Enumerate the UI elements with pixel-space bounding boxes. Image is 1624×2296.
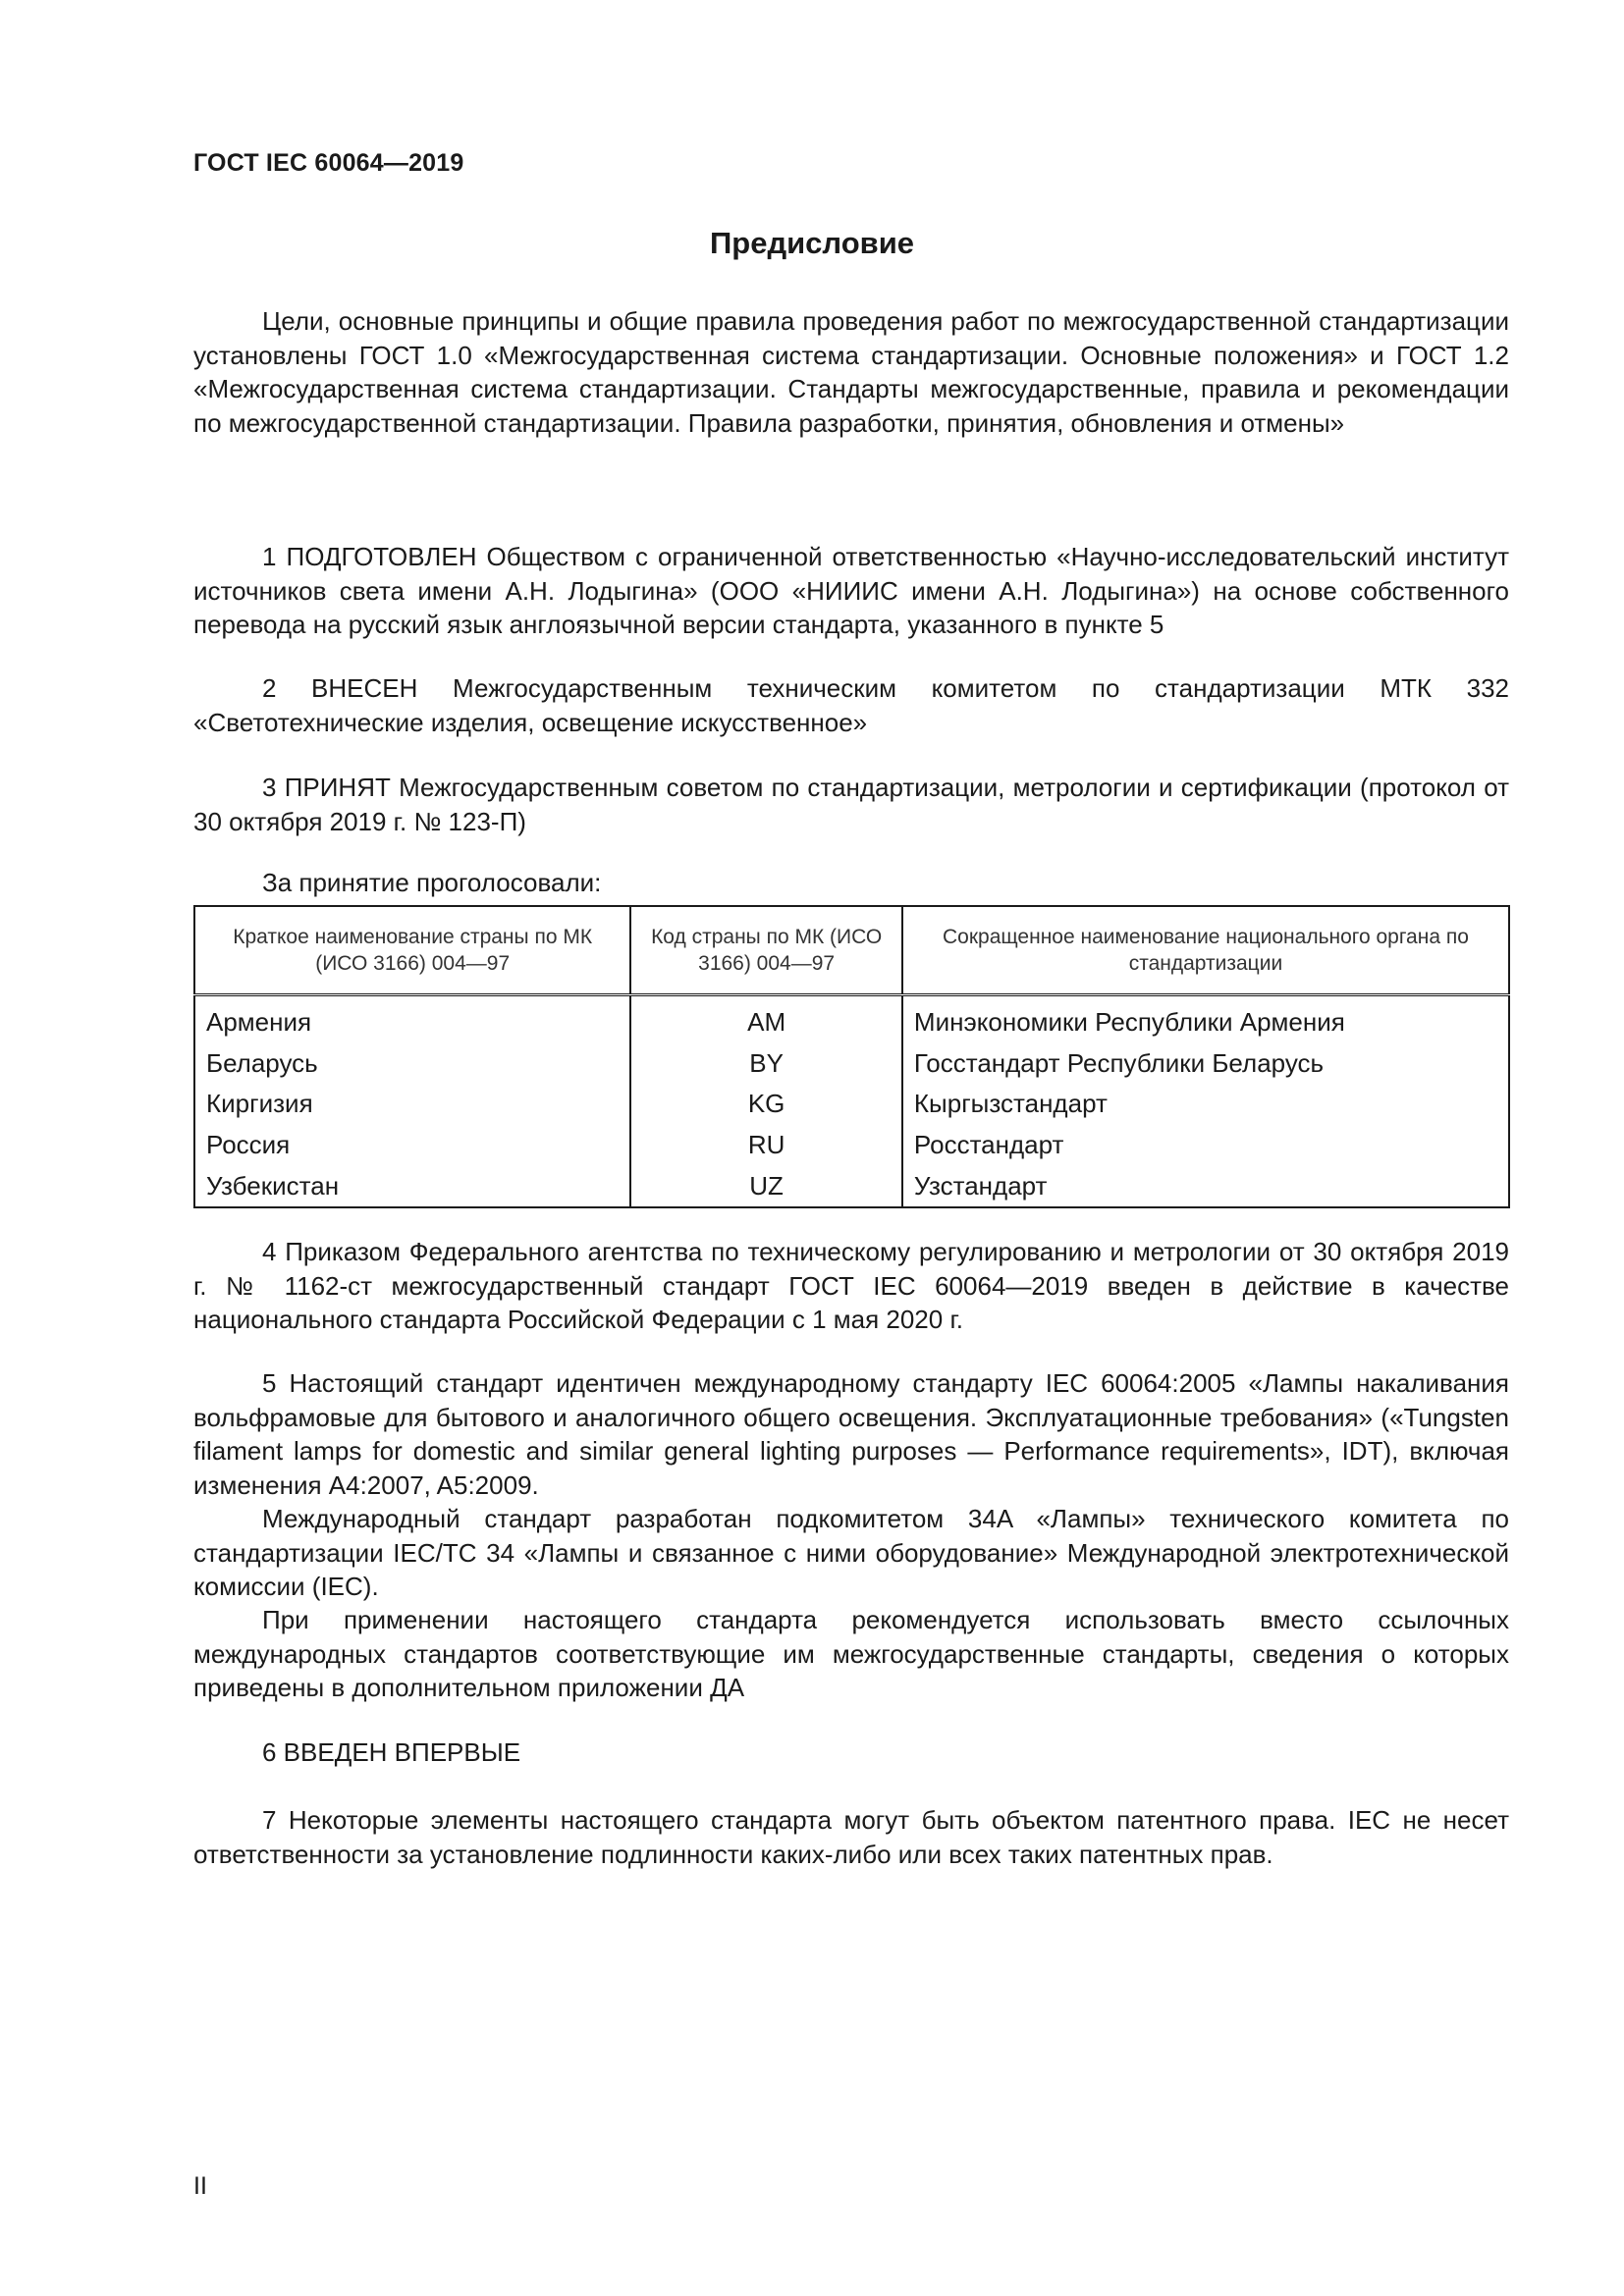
- table-row: [194, 1125, 1509, 1166]
- country-code: RU: [630, 1125, 902, 1166]
- item-3-adopted: 3 ПРИНЯТ Межгосударственным советом по стандартизации, метрологии и сертификации (протокол от 30 октября 2019 г. № 123-П): [193, 773, 1509, 836]
- intro-paragraph: Цели, основные принципы и общие правила проведения работ по межгосударственной стандартизации установлены ГОСТ 1.0 «Межгосударственная система стандартизации. Основные положения» и ГОСТ 1.2 «Межгосударственная система стандартизации. Стандарты межгосударственные, правила и рекомендации по межгосударственной стандартизации. Правила разработки, принятия, обновления и отмены»: [193, 306, 1509, 438]
- voting-states-table: [193, 905, 1510, 1208]
- header-standards-body: Сокращенное наименование национального органа по стандартизации: [902, 906, 1509, 995]
- table-row: [194, 1165, 1509, 1207]
- country-name: Беларусь: [194, 1043, 630, 1085]
- item-5-identity: 5 Настоящий стандарт идентичен международному стандарту IEC 60064:2005 «Лампы накаливания вольфрамовые для бытового и аналогичного общего освещения. Эксплуатационные требования» («Tungsten filament lamps for domestic and similar general lighting purposes — Performance requirements», IDT), включая изменения A4:2007, A5:2009.: [193, 1368, 1509, 1500]
- vote-label: За принятие проголосовали:: [262, 868, 602, 897]
- item-6-introduced: 6 ВВЕДЕН ВПЕРВЫЕ: [262, 1737, 521, 1767]
- page-number: II: [193, 2172, 207, 2200]
- standards-body: Росстандарт: [902, 1125, 1509, 1166]
- country-code: BY: [630, 1043, 902, 1085]
- header-country-name: Краткое наименование страны по МК (ИСО 3166) 004—97: [194, 906, 630, 995]
- item-1-prepared: 1 ПОДГОТОВЛЕН Обществом с ограниченной ответственностью «Научно-исследовательский институт источников света имени А.Н. Лодыгина» (ООО «НИИИС имени А.Н. Лодыгина») на основе собственного перевода на русский язык англоязычной версии стандарта, указанного в пункте 5: [193, 542, 1509, 639]
- item-4-order: 4 Приказом Федерального агентства по техническому регулированию и метрологии от 30 октября 2019 г. № 1162-ст межгосударственный стандарт ГОСТ IEC 60064—2019 введен в действие в качестве национального стандарта Российской Федерации с 1 мая 2020 г.: [193, 1237, 1509, 1334]
- table-header-row: [194, 906, 1509, 995]
- country-name: Узбекистан: [194, 1165, 630, 1207]
- country-name: Россия: [194, 1125, 630, 1166]
- country-code: AM: [630, 995, 902, 1043]
- item-2-submitted: 2 ВНЕСЕН Межгосударственным техническим комитетом по стандартизации МТК 332 «Светотехнические изделия, освещение искусственное»: [193, 673, 1509, 737]
- item-5-developer-note: Международный стандарт разработан подкомитетом 34A «Лампы» технического комитета по стандартизации IEC/TC 34 «Лампы и связанное с ними оборудование» Международной электротехнической комиссии (IEC).: [193, 1504, 1509, 1601]
- page-title: Предисловие: [709, 226, 914, 260]
- header-country-code: Код страны по МК (ИСО 3166) 004—97: [630, 906, 902, 995]
- table-row: [194, 995, 1509, 1043]
- standards-body: Узстандарт: [902, 1165, 1509, 1207]
- country-code: UZ: [630, 1165, 902, 1207]
- table-row: [194, 1043, 1509, 1085]
- item-7-patent-note: 7 Некоторые элементы настоящего стандарта могут быть объектом патентного права. IEC не несет ответственности за установление подлинности каких-либо или всех таких патентных прав.: [193, 1805, 1509, 1869]
- country-code: KG: [630, 1084, 902, 1125]
- country-name: Киргизия: [194, 1084, 630, 1125]
- standards-body: Кыргызстандарт: [902, 1084, 1509, 1125]
- document-code-header: ГОСТ IEC 60064—2019: [193, 149, 464, 177]
- standards-body: Госстандарт Республики Беларусь: [902, 1043, 1509, 1085]
- item-5-application-note: При применении настоящего стандарта рекомендуется использовать вместо ссылочных международных стандартов соответствующие им межгосударственные стандарты, сведения о которых приведены в дополнительном приложении ДА: [193, 1605, 1509, 1702]
- country-name: Армения: [194, 995, 630, 1043]
- table-row: [194, 1084, 1509, 1125]
- standards-body: Минэкономики Республики Армения: [902, 995, 1509, 1043]
